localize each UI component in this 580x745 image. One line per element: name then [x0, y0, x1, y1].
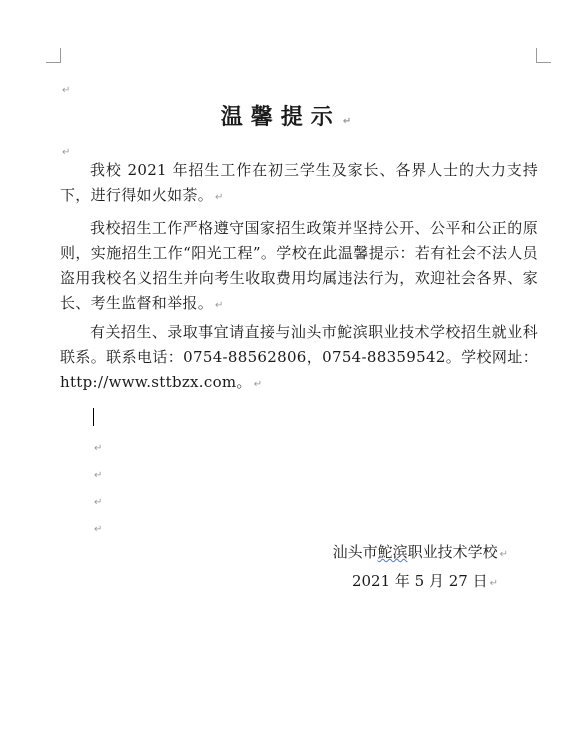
paragraph-mark-icon: ↵ — [342, 116, 360, 127]
body-paragraph-1: 我校 2021 年招生工作在初三学生及家长、各界人士的大力支持下，进行得如火如荼。 ↵ — [60, 161, 538, 204]
paragraph-mark-icon: ↵ — [215, 192, 224, 203]
paragraph-mark-icon: ↵ — [499, 549, 508, 560]
paragraph-mark-icon: ↵ — [253, 379, 263, 390]
signature-school: 汕头市鮀滨职业技术学校 ↵ — [332, 543, 508, 561]
paragraph-mark-icon: ↵ — [62, 147, 71, 158]
signature-date: 2021 年 5 月 27 日 ↵ — [351, 572, 498, 590]
title-text: 温馨提示 — [220, 104, 341, 130]
body-paragraph-2: 我校招生工作严格遵守国家招生政策并坚持公开、公平和公正的原则，实施招生工作“阳光工程”。学校在此温馨提示：若有社会不法人员盗用我校名义招生并向考生收取费用均属违法行为，欢迎社会各界、家长、考生监督和举报。 ↵ — [60, 219, 538, 312]
paragraph-mark-icon: ↵ — [215, 300, 224, 311]
crop-mark-top-right — [536, 48, 551, 63]
paragraph-mark-icon: ↵ — [94, 443, 103, 454]
paragraph-mark-icon: ↵ — [489, 578, 498, 589]
text-cursor[interactable] — [93, 408, 94, 426]
spellcheck-underline: 鮀滨 — [377, 543, 408, 561]
paragraph-mark-icon: ↵ — [94, 497, 103, 508]
body-paragraph-3: 有关招生、录取事宜请直接与汕头市鮀滨职业技术学校招生就业科联系。联系电话：0754-88562806，0754-88359542。学校网址：http://www.sttbzx.com。 ↵ — [60, 323, 538, 391]
paragraph-mark-icon: ↵ — [62, 85, 71, 96]
document-title — [0, 100, 580, 131]
crop-mark-top-left — [46, 48, 61, 63]
paragraph-mark-icon: ↵ — [94, 524, 103, 535]
paragraph-mark-icon: ↵ — [94, 470, 103, 481]
